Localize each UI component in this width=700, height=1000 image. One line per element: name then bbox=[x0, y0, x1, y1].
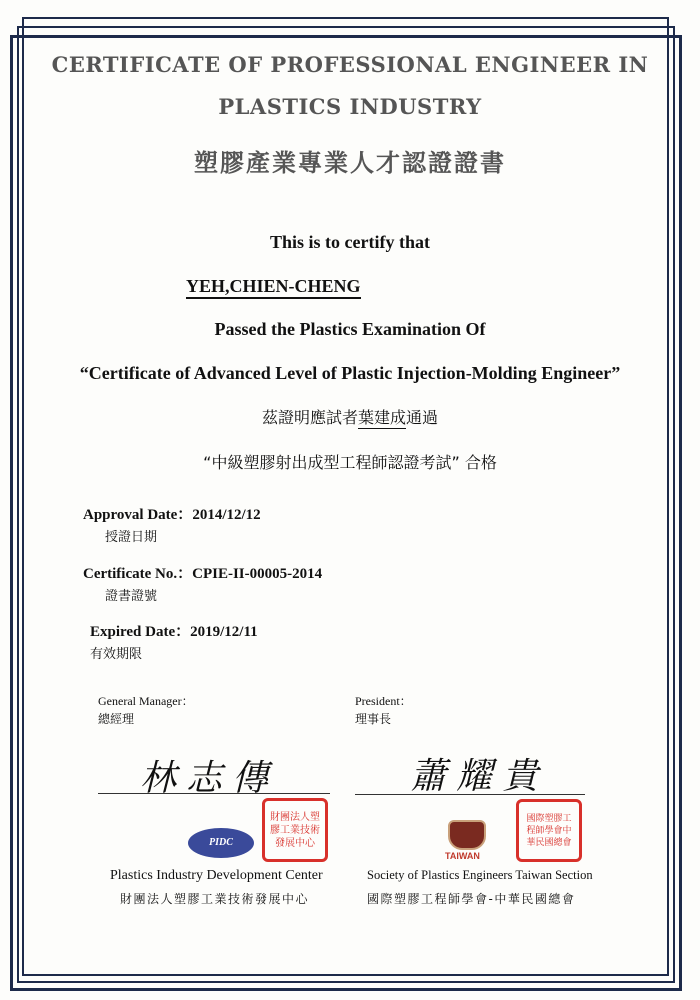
gm-role-zh: 總經理 bbox=[98, 712, 135, 726]
gm-role-en: General Manager： bbox=[98, 694, 194, 708]
field-value: CPIE-II-00005-2014 bbox=[192, 566, 323, 582]
seal-text: 財團法人塑膠工業技術發展中心 bbox=[270, 811, 320, 849]
signature-line bbox=[98, 793, 330, 794]
president-signature: 蕭耀貴 bbox=[410, 756, 549, 797]
seal-text: 國際塑膠工程師學會中華民國總會 bbox=[526, 813, 572, 848]
field-expired-date bbox=[90, 620, 258, 662]
zh-recipient-name: 葉建成 bbox=[358, 405, 406, 429]
spe-logo-text: TAIWAN bbox=[445, 851, 480, 861]
president-role-zh: 理事長 bbox=[355, 712, 392, 726]
field-label-zh: 證書證號 bbox=[105, 589, 158, 604]
spe-org-en: Society of Plastics Engineers Taiwan Section bbox=[367, 868, 593, 882]
field-label: Certificate No.： bbox=[83, 566, 193, 582]
zh-certify-post: 通過 bbox=[406, 408, 439, 427]
title-en-line2: PLASTICS INDUSTRY bbox=[218, 94, 482, 119]
field-value: 2014/12/12 bbox=[192, 507, 261, 523]
exam-title-en: “Certificate of Advanced Level of Plastic Injection-Molding Engineer” bbox=[79, 363, 621, 383]
field-value: 2019/12/11 bbox=[190, 624, 258, 640]
field-label: Approval Date： bbox=[83, 507, 193, 523]
spe-seal bbox=[516, 799, 582, 862]
president-role-en: President： bbox=[355, 694, 412, 708]
recipient-name-wrap bbox=[186, 276, 361, 299]
certify-text: This is to certify that bbox=[270, 232, 430, 252]
zh-certify-line bbox=[0, 405, 700, 429]
zh-certify-pre: 茲證明應試者 bbox=[261, 408, 358, 427]
spe-org-zh: 國際塑膠工程師學會-中華民國總會 bbox=[367, 892, 576, 906]
title-zh: 塑膠產業專業人才認證證書 bbox=[194, 149, 506, 177]
pidc-org-zh: 財團法人塑膠工業技術發展中心 bbox=[120, 892, 310, 906]
field-label-zh: 有效期限 bbox=[90, 647, 143, 662]
exam-title-zh: “中級塑膠射出成型工程師認證考試” 合格 bbox=[203, 453, 497, 472]
signature-line bbox=[355, 794, 585, 795]
pidc-logo bbox=[188, 828, 254, 858]
recipient-name: YEH,CHIEN-CHENG bbox=[186, 276, 361, 299]
gm-signature: 林志傳 bbox=[140, 758, 279, 799]
passed-text: Passed the Plastics Examination Of bbox=[214, 319, 486, 339]
title-en-line1: CERTIFICATE OF PROFESSIONAL ENGINEER IN bbox=[51, 52, 649, 77]
pidc-org-en: Plastics Industry Development Center bbox=[110, 868, 323, 883]
field-certificate-no bbox=[83, 562, 322, 604]
pidc-logo-text: PIDC bbox=[209, 837, 233, 848]
pidc-seal bbox=[262, 798, 328, 862]
field-label: Expired Date： bbox=[90, 624, 191, 640]
field-label-zh: 授證日期 bbox=[105, 530, 158, 545]
spe-logo-icon bbox=[448, 820, 486, 850]
field-approval-date bbox=[83, 503, 261, 545]
